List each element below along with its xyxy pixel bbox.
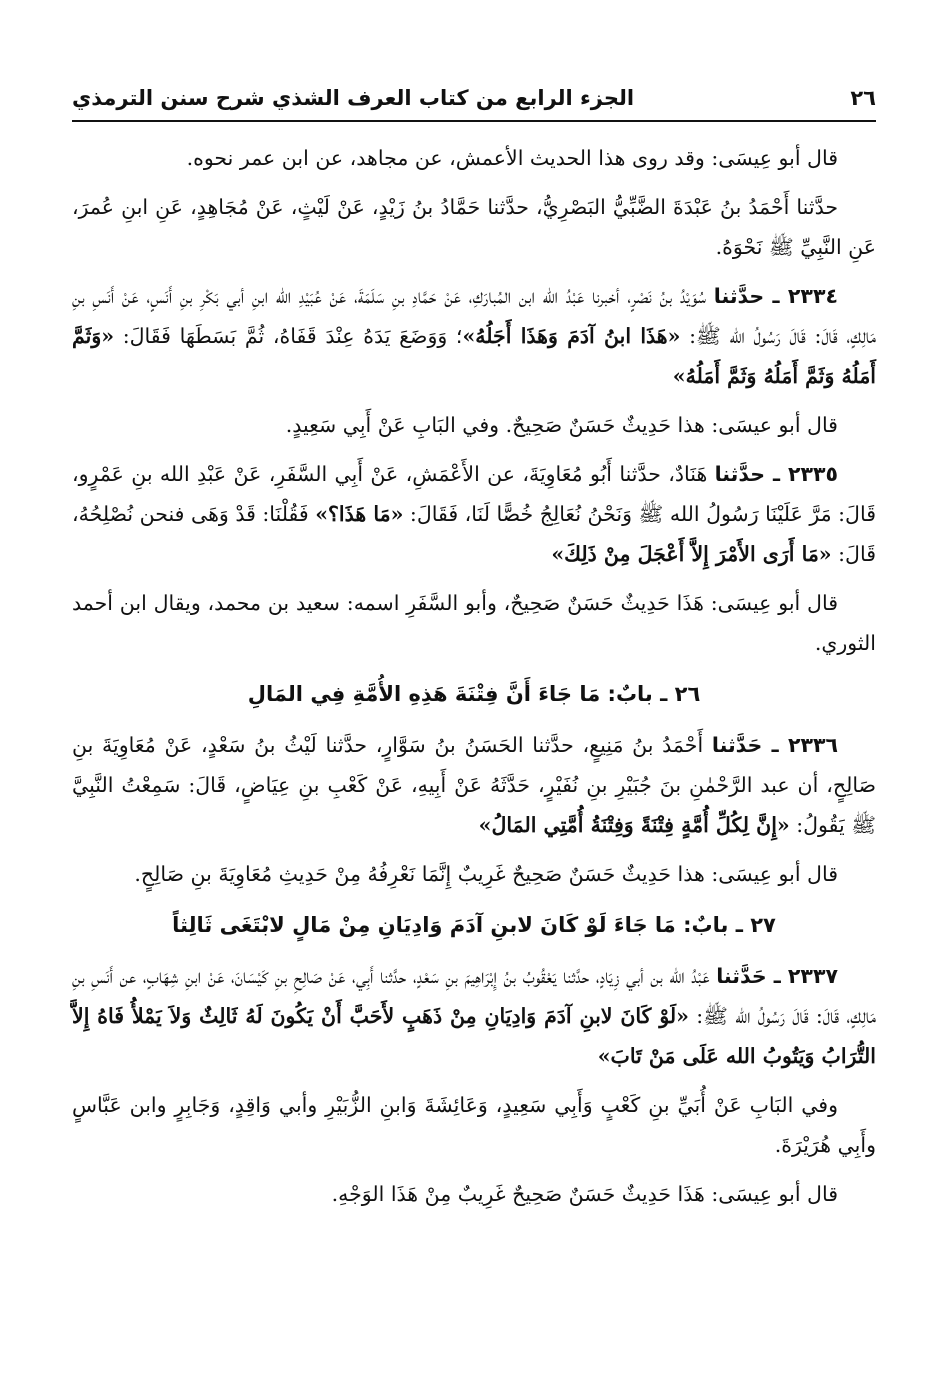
hadith-2334-chain: سُوَيْدُ بنُ نَصْرٍ، أخبرنا عَبْدُ الله ابن المُبارَكِ، عَنْ حَمَّادِ بنِ سَلَمَةَ، عَنْ عُبَيْدِ الله ابنِ أبي بَكْرِ بنِ أَنَسٍ، عَنْ أَنَسِ بنِ مَالِكٍ، قَالَ: قَالَ رَسُولُ الله ﷺ: [72,284,876,348]
page-header [72,80,876,116]
commentary-paragraph-4: قال أبو عِيسَى: هذا حَدِيثٌ حَسَنٌ صَحِيحٌ غَرِيبٌ إِنَّمَا نَعْرِفُهُ مِنْ حَدِيثِ مُعَاوِيَةَ بنِ صَالِحٍ. [134,862,838,886]
chapter-heading-27: ٢٧ ـ بابٌ: مَا جَاءَ لَوْ كَانَ لابنِ آدَمَ وَادِيَانِ مِنْ مَالٍ لابْتَغَى ثَالِثاً [172,913,776,937]
hadith-2336-chain: أَحْمَدُ بنُ مَنِيعٍ، حدَّثنا الحَسَنُ بنُ سَوَّارٍ، حدَّثنا لَيْثُ بنُ سَعْدٍ، عَنْ مُعَاوِيَةَ بنِ صَالِحٍ، أن عبد الرَّحْمٰنِ بنَ جُبَيْرِ بنِ نُفَيْرٍ، حَدَّثَهُ عَنْ أَبِيهِ، عَنْ كَعْبِ بنِ عِيَاضٍ، قَالَ: سَمِعْتُ النَّبِيَّ ﷺ يَقُولُ: [72,733,876,837]
hadith-2335 [72,454,876,574]
commentary-paragraph-5: وفي البَابِ عَنْ أُبَيِّ بنِ كَعْبٍ وَأَبِي سَعِيدٍ، وَعَائِشَةَ وَابنِ الزُّبَيْرِ وأبي وَاقِدٍ، وَجَابِرٍ وابن عَبَّاسٍ وأَبِي هُرَيْرَةَ. [72,1093,876,1157]
hadith-2334-quote-1: «هَذَا ابنُ آدَمَ وَهَذَا أَجَلُهُ» [462,324,681,348]
header-divider [72,120,876,122]
hadith-number-2334: ٢٣٣٤ ـ حدَّثنا [713,284,838,308]
hadith-2336-quote: «إِنَّ لِكُلِّ أُمَّةٍ فِتْنَةً وَفِتْنَةُ أُمَّتِي المَالُ» [478,813,790,837]
hadith-2336 [72,725,876,845]
chapter-heading-26: ٢٦ ـ بابٌ: مَا جَاءَ أَنَّ فِتْنَةَ هَذِهِ الأُمَّةِ فِي المَالِ [247,682,701,706]
commentary-paragraph-2: قال أبو عيسَى: هذا حَدِيثٌ حَسَنٌ صَحِيحٌ. وفي البَابِ عَنْ أَبِي سَعِيدٍ. [285,413,838,437]
hadith-2335-chain: هَنَادٌ، حدَّثنا أَبُو مُعَاوِيَةَ، عن الأَعْمَشِ، عَنْ أَبِي السَّفَرِ، عَنْ عَبْدِ الله بنِ عَمْرٍو، قَالَ: مَرَّ عَلَيْنَا رَسُولُ الله ﷺ وَنَحْنُ نُعَالِجُ خُصًّا لَنَا، فَقَالَ: [72,462,876,526]
hadith-2335-chain-2: فَقُلْنَا: قَدْ وَهَى فنحن نُصْلِحُهُ، قَالَ: [72,502,876,566]
isnad-paragraph: حدَّثنا أَحْمَدُ بنُ عَبْدَةَ الضَّبِّيُّ البَصْرِيُّ، حدَّثنا حَمَّادُ بنُ زَيْدٍ، عَنْ لَيْثٍ، عَنْ مُجَاهِدٍ، عَنِ ابنِ عُمرَ، عَنِ النَّبِيِّ ﷺ نَحْوَهُ. [72,195,876,259]
running-title: الجزء الرابع من كتاب العرف الشذي شرح سنن الترمذي [72,86,635,110]
page-body [72,138,876,1223]
hadith-number-2337: ٢٣٣٧ ـ حَدَّثنا [716,964,838,988]
hadith-2334-quote-2: «وَثَمَّ أَمَلُهُ وَثَمَّ أَمَلُهُ وَثَمَّ أَمَلُهُ» [72,324,876,388]
hadith-2337-quote: «لَوْ كَانَ لابنِ آدَمَ وَادِيَانِ مِنْ ذَهَبٍ لأَحَبَّ أَنْ يَكُونَ لَهُ ثَالِثٌ وَلاَ يَمْلأُ فَاهُ إِلاَّ التُّرَابُ وَيَتُوبُ الله عَلَى مَنْ تَابَ» [72,1004,876,1068]
hadith-2335-quote-1: «مَا هَذَا؟» [315,502,404,526]
hadith-2337-chain: عَبْدُ الله بن أبي زِيَادٍ، حدَّثنا يَعْقُوبُ بنُ إِبْرَاهِيمَ بنِ سَعْدٍ، حدَّثنا أَبِي، عَنْ صَالِحِ بنِ كَيْسَانَ، عَنْ ابنِ شِهَابٍ، عن أَنَسِ بنِ مَالِكٍ، قَالَ: قَالَ رَسُولُ الله ﷺ: [72,964,877,1028]
hadith-number-2336: ٢٣٣٦ ـ حَدَّثنا [711,733,838,757]
commentary-paragraph-3: قال أبو عِيسَى: هَذَا حَدِيثٌ حَسَنٌ صَحِيحٌ، وأبو السَّفَرِ اسمه: سعيد بن محمد، ويقال ابن أحمد الثوري. [72,591,876,655]
hadith-2334-chain-2: ؛ وَوَضَعَ يَدَهُ عِنْدَ قَفَاهُ، ثُمَّ بَسَطَهَا فَقَالَ: [114,324,463,348]
hadith-2334 [72,276,876,396]
commentary-paragraph-1: قال أبو عِيسَى: وقد روى هذا الحديث الأعمش، عن مجاهد، عن ابن عمر نحوه. [186,146,838,170]
hadith-number-2335: ٢٣٣٥ ـ حدَّثنا [714,462,838,486]
page-number: ٢٦ [850,86,876,110]
hadith-2335-quote-2: «مَا أَرَى الأَمْرَ إِلاَّ أَعْجَلَ مِنْ ذَلِكَ» [551,542,832,566]
commentary-paragraph-6: قال أبو عِيسَى: هَذَا حَدِيثٌ حَسَنٌ صَحِيحٌ غَرِيبٌ مِنْ هَذَا الوَجْهِ. [331,1182,838,1206]
hadith-2337 [72,956,876,1076]
